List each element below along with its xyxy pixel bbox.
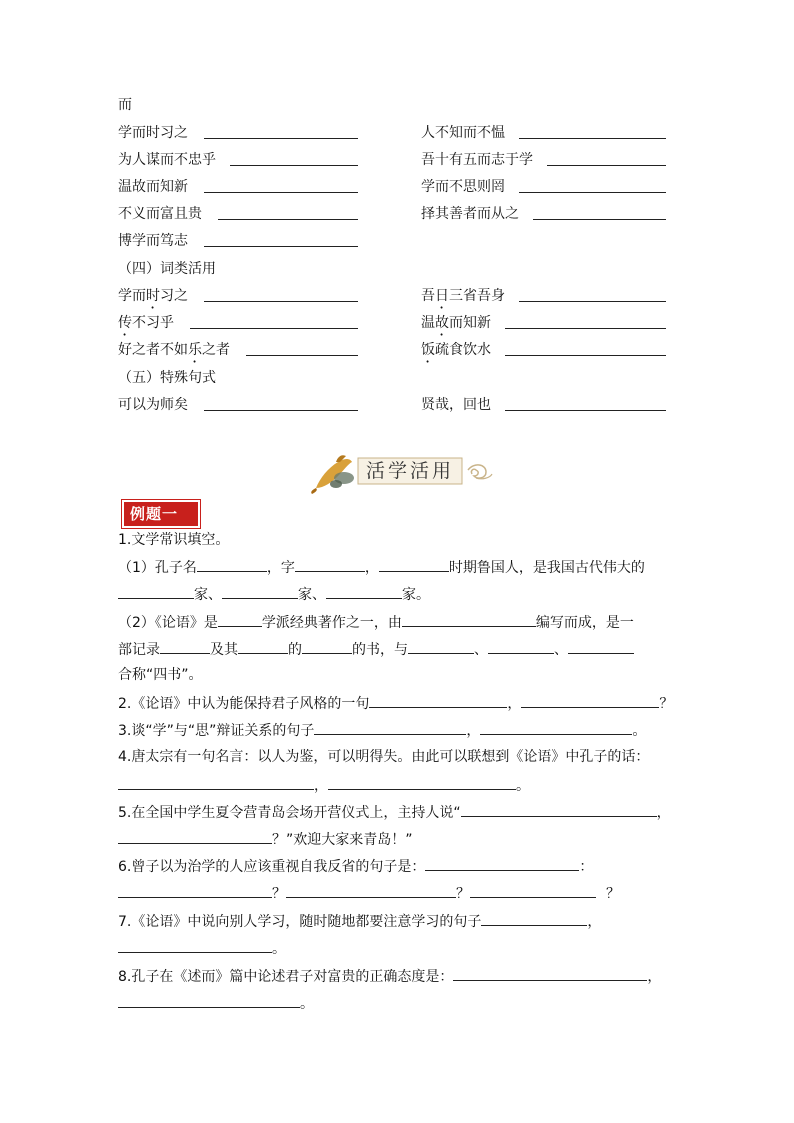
answer-blank[interactable] xyxy=(505,396,666,411)
answer-blank[interactable] xyxy=(369,693,507,708)
answer-blank[interactable] xyxy=(481,911,587,926)
answer-blank[interactable] xyxy=(379,557,449,572)
answer-blank[interactable] xyxy=(295,557,365,572)
answer-blank[interactable] xyxy=(118,775,314,790)
answer-blank[interactable] xyxy=(521,693,659,708)
example-badge: 例题一 xyxy=(122,500,200,528)
vocab-item: 好之者不如乐之者 xyxy=(118,342,230,358)
answer-blank[interactable] xyxy=(470,883,596,898)
vocab-item: 吾十有五而志于学 xyxy=(421,152,533,168)
answer-blank[interactable] xyxy=(408,639,474,654)
vocab-item: 不义而富且贵 xyxy=(118,206,202,222)
vocab-item: 为人谋而不忠乎 xyxy=(118,152,216,168)
answer-blank[interactable] xyxy=(480,720,632,735)
answer-blank[interactable] xyxy=(204,124,358,139)
answer-blank[interactable] xyxy=(314,720,466,735)
answer-blank[interactable] xyxy=(118,938,272,953)
question-6: 6.曾子以为治学的人应该重视自我反省的句子是： ： xyxy=(118,856,593,876)
answer-blank[interactable] xyxy=(118,993,300,1008)
vocab-item: 可以为师矣 xyxy=(118,397,188,413)
question-7-cont: 。 xyxy=(118,938,286,958)
answer-blank[interactable] xyxy=(326,584,402,599)
answer-blank[interactable] xyxy=(302,639,352,654)
answer-blank[interactable] xyxy=(118,584,194,599)
vocab-item: 贤哉，回也 xyxy=(421,397,491,413)
answer-blank[interactable] xyxy=(246,341,358,356)
question-8: 8.孔子在《述而》篇中论述君子对富贵的正确态度是： ， xyxy=(118,966,661,986)
question-1-part-2: （2）《论语》是 学派经典著作之一，由 编写而成，是一 xyxy=(118,612,634,632)
answer-blank[interactable] xyxy=(118,883,272,898)
answer-blank[interactable] xyxy=(160,639,210,654)
vocab-item: 吾日三省吾身 xyxy=(421,288,505,304)
vocab-item: 传不习乎 xyxy=(118,315,174,331)
answer-blank[interactable] xyxy=(533,205,666,220)
question-1-title: 1.文学常识填空。 xyxy=(118,532,230,548)
answer-blank[interactable] xyxy=(519,178,666,193)
top-fragment: 而 xyxy=(118,97,132,113)
answer-blank[interactable] xyxy=(197,557,267,572)
answer-blank[interactable] xyxy=(222,584,298,599)
answer-blank[interactable] xyxy=(238,639,288,654)
vocab-item: 博学而笃志 xyxy=(118,233,188,249)
vocab-item: 温故而知新 xyxy=(118,179,188,195)
answer-blank[interactable] xyxy=(204,287,358,302)
question-4: 4.唐太宗有一句名言：以人为鉴，可以明得失。由此可以联想到《论语》中孔子的话： xyxy=(118,749,650,765)
vocab-item: 择其善者而从之 xyxy=(421,206,519,222)
question-1-part-1-cont: 家、 家、 家。 xyxy=(118,584,430,604)
vocab-item: 学而时习之 xyxy=(118,288,188,304)
question-3: 3.谈“学”与“思”辩证关系的句子 ， 。 xyxy=(118,720,646,740)
answer-blank[interactable] xyxy=(204,232,358,247)
section-title-4: （四）词类活用 xyxy=(118,261,216,277)
answer-blank[interactable] xyxy=(519,287,666,302)
question-5-cont: ？”欢迎大家来青岛！” xyxy=(118,829,413,849)
section-banner xyxy=(308,448,494,494)
answer-blank[interactable] xyxy=(505,314,666,329)
vocab-item: 饭疏食饮水 xyxy=(421,342,491,358)
answer-blank[interactable] xyxy=(286,883,456,898)
answer-blank[interactable] xyxy=(204,178,358,193)
answer-blank[interactable] xyxy=(218,612,262,627)
answer-blank[interactable] xyxy=(547,151,666,166)
question-6-answers: ？ ？ ？ xyxy=(118,883,620,903)
answer-blank[interactable] xyxy=(461,802,657,817)
question-2: 2.《论语》中认为能保持君子风格的一句 ， ？ xyxy=(118,693,673,713)
answer-blank[interactable] xyxy=(230,151,358,166)
vocab-item: 人不知而不愠 xyxy=(421,125,505,141)
answer-blank[interactable] xyxy=(425,856,579,871)
vocab-item: 学而不思则罔 xyxy=(421,179,505,195)
question-1-part-1: （1）孔子名 ，字 ， 时期鲁国人，是我国古代伟大的 xyxy=(118,557,645,577)
question-7: 7.《论语》中说向别人学习，随时随地都要注意学习的句子 ， xyxy=(118,911,601,931)
answer-blank[interactable] xyxy=(568,639,634,654)
question-1-part-2-cont: 部记录 及其 的 的书，与 、 、 xyxy=(118,639,634,659)
vocab-item: 学而时习之 xyxy=(118,125,188,141)
question-1-part-2-end: 合称“四书”。 xyxy=(118,667,203,683)
question-5: 5.在全国中学生夏令营青岛会场开营仪式上，主持人说“ ， xyxy=(118,802,671,822)
answer-blank[interactable] xyxy=(505,341,666,356)
answer-blank[interactable] xyxy=(519,124,666,139)
question-8-cont: 。 xyxy=(118,993,314,1013)
vocab-item: 温故而知新 xyxy=(421,315,491,331)
answer-blank[interactable] xyxy=(118,829,272,844)
section-title-5: （五）特殊句式 xyxy=(118,370,216,386)
answer-blank[interactable] xyxy=(218,205,358,220)
answer-blank[interactable] xyxy=(453,966,647,981)
answer-blank[interactable] xyxy=(488,639,554,654)
answer-blank[interactable] xyxy=(190,314,358,329)
answer-blank[interactable] xyxy=(328,775,516,790)
answer-blank[interactable] xyxy=(204,396,358,411)
answer-blank[interactable] xyxy=(402,612,536,627)
question-4-answer: ， 。 xyxy=(118,775,530,795)
banner-title: 活学活用 xyxy=(365,460,454,482)
